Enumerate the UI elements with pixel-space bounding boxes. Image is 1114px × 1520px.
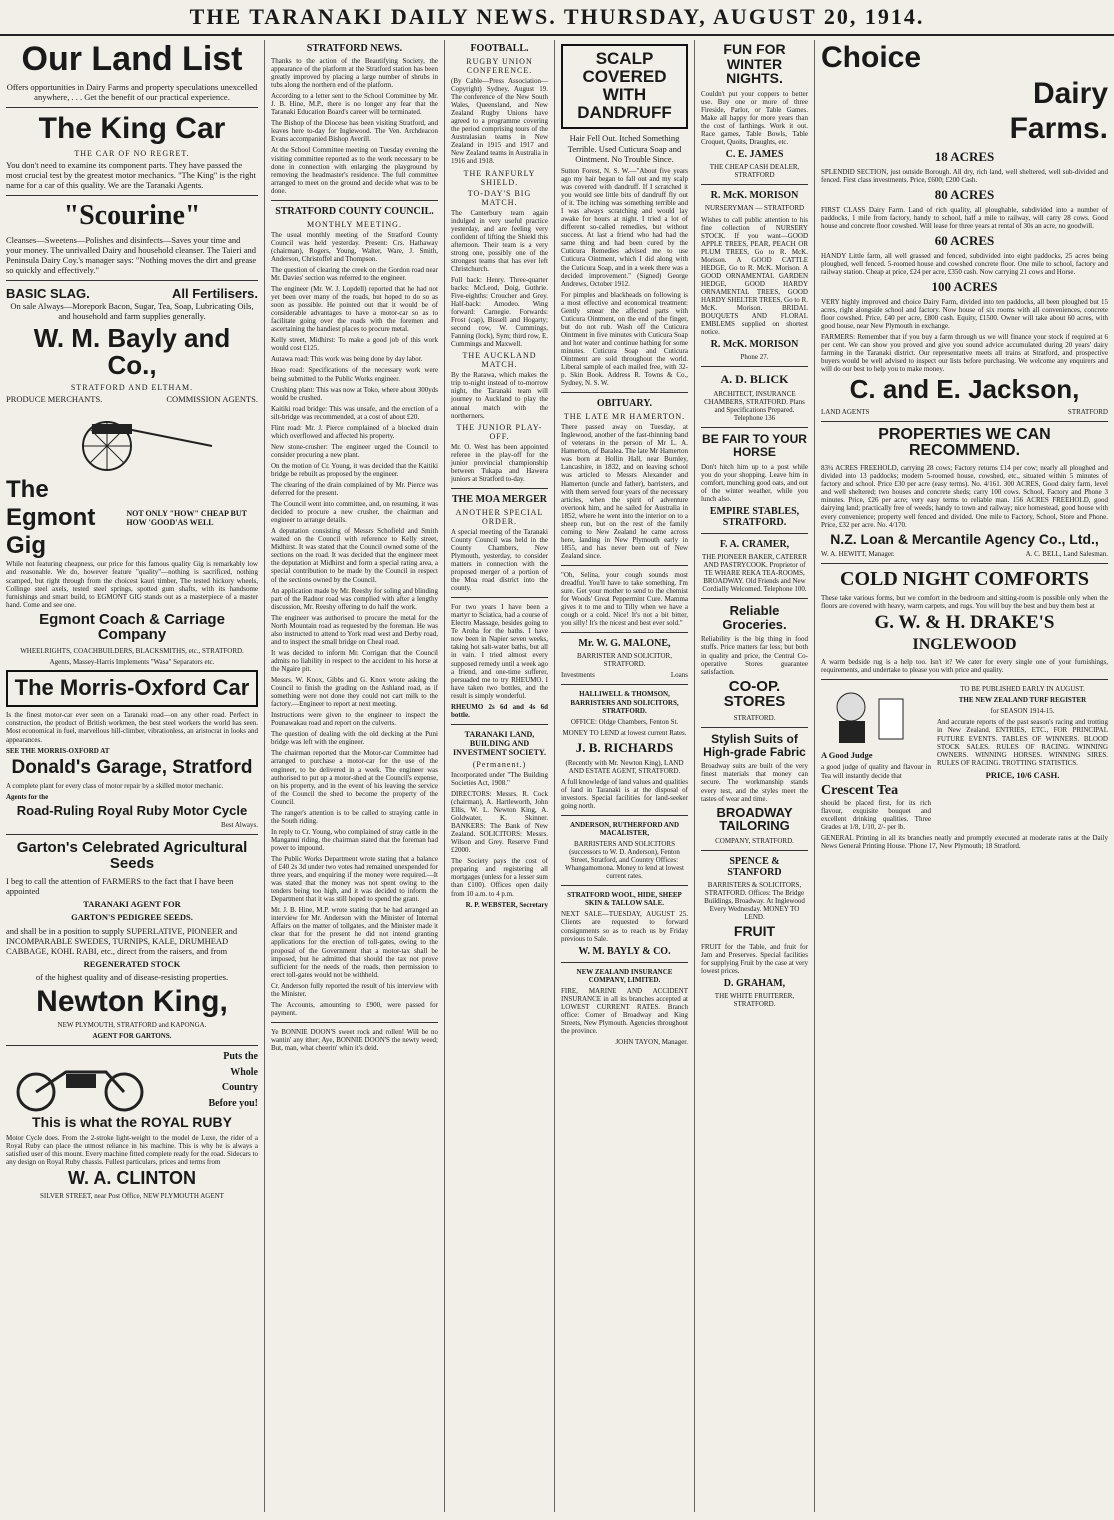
a18-text: SPLENDID SECTION, just outside Borough. All dry, rich land, well sheltered, well sub-divided and fenced. First class investments. Price, £600; £200 Cash.	[821, 167, 1108, 184]
hewitt: W. A. HEWITT, Manager.	[821, 550, 895, 559]
sport-p4: By the Rarawa, which makes the trip to-night instead of to-morrow night, the Taranaki team will journey to Auckland to play the annual match with the northerners.	[451, 371, 548, 420]
a80-text: FIRST CLASS Dairy Farm. Land of rich quality, all ploughable, subdivided into a number of paddocks, 1 mile from factory, handy to school, half a mile to railway, will carry 28 cows. Good house and concrete floor cowshed. Will lease for three years at rental of 30s an acre, no goodwill.	[821, 205, 1108, 230]
turf-ad	[937, 685, 1108, 833]
morison-heading: R. McK. MORISON	[710, 190, 799, 202]
richards-sub: (Recently with Mr. Newton King), LAND AND ESTATE AGENT, STRATFORD.	[565, 758, 684, 775]
masthead-title: THE TARANAKI DAILY NEWS. THURSDAY, AUGUST 20, 1914.	[189, 4, 925, 29]
jackson-heading: C. and E. Jackson,	[849, 374, 1080, 405]
egmont-gig-heading: The Egmont Gig	[6, 476, 96, 560]
basic-slag: BASIC SLAG.	[6, 286, 90, 302]
news-p10: Heao road: Specifications of the necessary work were being submitted to the Public Works engineer.	[271, 366, 438, 383]
egmont-coach-sub2: Agents, Massey-Harris Implements "Wasa" Separators etc.	[49, 658, 215, 667]
tayon: JOHN TAYON, Manager.	[615, 1037, 688, 1046]
stylish-text: Broadway suits are built of the very finest materials that money can secure. The workmanship stands every test, and the styles meet the tastes of wear and time.	[701, 762, 808, 803]
a60-text: HANDY Little farm, all well grassed and fenced, subdivided into eight paddocks, 25 acres being ploughed, well fenced. 5-roomed house and cowshed concrete floor. One mile to school, factory and railway station. Cheap at price, £24 per acre, £350 cash. Now carrying 21 cows and Horse.	[821, 251, 1108, 276]
news-p27: In reply to Cr. Young, who complained of stray cattle in the Manganui riding, the chairman stated that the foreman had power to impound.	[271, 827, 438, 852]
moa-heading: THE MOA MERGER	[451, 493, 547, 505]
news-p32: Ye BONNIE DOON'S sweet rock and rollen! Will be no wantin' any ither; Aye, BONNIE DOON'S the newty weed; But, man, what cheerin' whin it's deid.	[271, 1027, 438, 1052]
news-p17: The Council went into committee, and, on resuming, it was decided to procure a new crusher, the chairman and engineer to arrange details.	[271, 500, 438, 525]
ruby-heading: Road-Ruling Royal Ruby Motor Cycle	[16, 802, 248, 818]
gig-illustration	[6, 408, 258, 472]
garton-pedigree: GARTON'S PEDIGREE SEEDS.	[71, 912, 193, 923]
news-p18: A deputation consisting of Messrs Schofield and Smith waited on the Council with reference to Kelly street, Midhirst. It was stated that the Council owned some of the sections on the road. It was decided that the engineer meet the deputation at Midhirst and form a special rating area, a special contribution to be made by the Council in respect of the sections owned by the Council.	[271, 527, 438, 584]
news-p25: The chairman reported that the Motor-car Committee had arranged to purchase a motor-car for the use of the engineer, to be delivered in a week. The engineer was authorised to put up a motor-shed at the Council's expense, on his property, and in the event of his leaving the service of the Council the shed to become the property of the Council.	[271, 749, 438, 806]
column-2	[265, 40, 445, 1512]
next-sale: NEXT SALE—TUESDAY, AUGUST 25. Clients are requested to forward consignments so as to reach us by Friday previous to Sale.	[561, 910, 688, 943]
properties-text: 83¼ ACRES FREEHOLD, carrying 28 cows; Factory returns £14 per cow; nearly all ploughed and divided into 13 paddocks; modern 5-roomed house, cowshed, etc., situated within 5 minutes of factory and school. Price £30 per acre (easy terms). No. 4/161. 300 ACRES, Good dairy farm, level and well sheltered; two houses and concrete sheds; carry 100 cows. School, Factory and Phone 3 minutes. Price, £26 per acre; very easy terms to reliable man. 156 ACRES FREEHOLD, good dairying land; practically free of weeds; handy to town and railway; nice homestead, good house with every convenience; property well fenced and divided. One mile to Factory, School, Store and Phone. Price, £32 per acre. No. 4/170.	[821, 464, 1108, 529]
jackson-row	[821, 408, 1108, 416]
sport-p2: The Canterbury team again indulged in very useful practice yesterday, and are feeling very confident of lifting the Shield this afternoon. Their team is a very strong one, possibly one of the strongest teams that has ever left Christchurch.	[451, 208, 548, 273]
scourine-text: Cleanses—Sweetens—Polishes and disinfects—Saves your time and your money. The unrivalled Dairy and household cleanser. The Taieri and Peninsula Dairy Coy.'s manager says: "Nothing moves the dirt and grease so quickly and effectively."	[6, 234, 257, 276]
all-fertilisers: All Fertilisers.	[172, 286, 258, 302]
column-5	[695, 40, 815, 1512]
divider	[451, 724, 548, 725]
divider	[561, 815, 688, 816]
monthly-heading: MONTHLY MEETING.	[307, 219, 402, 229]
agent-gartons: AGENT FOR GARTONS.	[92, 1032, 172, 1041]
divider	[6, 195, 258, 196]
divider	[701, 533, 808, 534]
ranfurly-heading: THE RANFURLY SHIELD.	[463, 168, 536, 187]
motorcycle-icon	[6, 1052, 156, 1112]
clinton-heading: W. A. CLINTON	[68, 1168, 196, 1188]
divider	[701, 598, 808, 599]
divider	[561, 632, 688, 633]
masthead	[0, 0, 1114, 36]
judge-icon	[821, 685, 921, 745]
news-p9: Autawa road: This work was being done by day labor.	[271, 355, 423, 364]
sport-p6: A special meeting of the Taranaki County Council was held in the County Chambers, New Plymouth, yesterday, to consider matters in connection with the proposed merger of a portion of the Moa road district into the county.	[451, 527, 548, 593]
morris-box	[6, 670, 258, 707]
moa-sub: ANOTHER SPECIAL ORDER.	[455, 507, 544, 526]
garton-heading: Garton's Celebrated Agricultural Seeds	[16, 839, 248, 873]
news-p19: An application made by Mr. Reeshy for soling and blinding part of the Radnor road was complied with after a lengthy discussion, Mr. Reeshy offering to do half the work.	[271, 586, 438, 611]
land-list-heading: Our Land List	[21, 40, 243, 78]
clinton-address: SILVER STREET, near Post Office, NEW PLYMOUTH AGENT	[40, 1191, 224, 1200]
produce-merchants: PRODUCE MERCHANTS.	[6, 394, 103, 405]
graham-sub: THE WHITE FRUITERER, STRATFORD.	[714, 992, 795, 1009]
divider	[6, 1045, 258, 1046]
stylish-heading: Stylish Suits of High-grade Fabric	[703, 732, 806, 759]
cramer-heading: F. A. CRAMER,	[719, 538, 790, 550]
nurseryman: NURSERYMAN — STRATFORD	[704, 204, 805, 213]
news-p6: The question of clearing the creek on the Gordon road near Mr. Davies' section was referred to the engineer.	[271, 265, 438, 282]
blick-heading: A. D. BLICK	[720, 372, 789, 387]
fruit-text: FRUIT for the Table, and fruit for Jam and Preserves. Special facilities for supplying Fruit by the case at very lowest prices.	[701, 942, 808, 975]
james-sub: THE CHEAP CASH DEALER, STRATFORD	[709, 163, 800, 180]
nz-text: FIRE, MARINE AND ACCIDENT INSURANCE in all its branches accepted at LOWEST CURRENT RATES. Branch office: Corner of Broadway and King Streets, New Plymouth. Agencies throughout the province.	[561, 986, 688, 1035]
egmont-coach-heading: Egmont Coach & Carriage Company	[39, 610, 225, 644]
published: TO BE PUBLISHED EARLY IN AUGUST.	[960, 685, 1085, 694]
a100-text: VERY highly improved and choice Dairy Farm, divided into ten paddocks, all been ploughed but 15 acres, right alongside school and factory. Now house of six rooms with all conveniences, concrete floor cowshed. Price, £40 per acre, £800 cash. Equity, £1500. Owner will take about 60 acres, with good house, near New Plymouth in exchange.	[821, 297, 1108, 331]
news-p31: The Accounts, amounting to £900, were passed for payment.	[271, 1000, 438, 1017]
news-p24: The question of dealing with the old decking at the Puni bridge was left with the engineer.	[271, 730, 438, 747]
news-p2: According to a letter sent to the School Committee by Mr. J. B. Hine, M.P., there is no longer any fear that the Taranaki Education Board's career will be terminated.	[271, 92, 438, 117]
news-p20: The engineer was authorised to procure the metal for the North Mountain road as requested by the foreman. He was also instructed to attend to York road west and Derby road, and to inspect the small bridge on Cheal road.	[271, 613, 438, 646]
newton-king-heading: Newton King,	[36, 984, 228, 1018]
nz-loan-heading: N.Z. Loan & Mercantile Agency Co., Ltd.,	[830, 530, 1099, 547]
divider	[561, 565, 688, 566]
ruby-ad	[6, 1051, 258, 1113]
fruit-heading: FRUIT	[733, 923, 776, 940]
whole: Whole	[230, 1066, 258, 1078]
divider	[561, 885, 688, 886]
investments: Investments	[561, 671, 595, 680]
country: Country	[221, 1082, 258, 1094]
drake-heading: G. W. & H. DRAKE'S	[874, 612, 1055, 634]
divider	[451, 488, 548, 489]
malone-heading: Mr. W. G. MALONE,	[578, 638, 671, 650]
commission-agents: COMMISSION AGENTS.	[166, 394, 258, 405]
scalp-sub: Hair Fell Out. Itched Something Terrible. Used Cuticura Soap and Ointment. No Trouble Since.	[567, 133, 682, 164]
bayly-heading: W. M. Bayly and Co.,	[33, 322, 231, 380]
a60-heading: 60 ACRES	[934, 232, 995, 248]
news-p11: Crushing plant: This was now at Toko, where about 300yds would be crushed.	[271, 385, 438, 402]
blick-sub: ARCHITECT, INSURANCE CHAMBERS, STRATFORD. Plans and Specifications Prepared. Telephone 136	[704, 390, 805, 423]
turf-text: And accurate reports of the past season's racing and trotting in New Zealand. ENTRIES, ETC., FOR PRINCIPAL FUTURE EVENTS. TABLES OF WINNERS. BLOOD STOCK SALES. RULES OF RACING. WINNING OWNERS. WINNING HORSES. WINNING SIRES. RULES OF RACING. TROTTING STATISTICS.	[937, 718, 1108, 767]
fun-heading: FUN FOR WINTER NIGHTS.	[723, 41, 786, 87]
crescent-ad	[821, 685, 931, 833]
divider	[6, 280, 258, 281]
scalp-p2: For pimples and blackheads on following is a most effective and economical treatment: Gently smear the affected parts with Cuticura Ointment, on the end of the finger, but do not rub. Wash off the Cuticura Ointment in five minutes with Cuticura Soap and hot water and continue bathing for some minutes. Cuticura Soap and Cuticura Ointment are sold throughout the world. Liberal sample of each mailed free, with 32-p. Skin Book. Address R. Towns & Co., Sydney, N. S. W.	[561, 290, 688, 388]
king-car-text: You don't need to examine its component parts. They have passed the most crucial test by the greatest motor mechanics. "The King" is the right name for a car of this quality. We are the Taranaki Agents.	[6, 159, 256, 190]
king-car-heading: The King Car	[38, 112, 226, 146]
bayly-sub: STRATFORD AND ELTHAM.	[70, 383, 194, 393]
donalds-heading: Donald's Garage, Stratford	[11, 756, 253, 778]
richards-p5: A full knowledge of land values and qualities of land in Taranaki is at the disposal of investors. Special facilities for land-seeker going north.	[561, 777, 688, 810]
nz-turf: THE NEW ZEALAND TURF REGISTER	[958, 696, 1087, 705]
graham-heading: D. GRAHAM,	[723, 978, 786, 990]
divider	[821, 563, 1108, 564]
spence-sub: BARRISTERS & SOLICITORS, STRATFORD. Offices: The Bridge Buildings, Broadway. At Inglewood Every Wednesday. MONEY TO LEND.	[704, 880, 805, 922]
divider	[561, 392, 688, 393]
halliwell: HALLIWELL & THOMSON, BARRISTERS AND SOLICITORS, STRATFORD.	[570, 690, 679, 715]
divider	[821, 679, 1108, 680]
crescent-heading: Crescent Tea	[821, 782, 899, 798]
divider	[701, 184, 808, 185]
sport-p1: (By Cable—Press Association—Copyright) Sydney, August 19. The conference of the New South Wales, Queensland, and New Zealand Rugby Unions have agreed to a programme covering the period comprising tours of the Australasian teams in New Zealand in 1915 and 1917 and New Zealand teams in Australia in 1916 and 1918.	[451, 77, 548, 166]
cold-text: These take various forms, but we comfort in the bedroom and sitting-room is possible only when the floors are covered with heavy, warm carpets, and rugs. You will buy the best and buy them best at	[821, 594, 1108, 611]
sport-p5: Mr. O. West has been appointed referee in the play-off for the junior provincial championship between Tukapa and Hawera juniors at Stratford to-day.	[451, 442, 548, 483]
a80-heading: 80 ACRES	[934, 186, 995, 202]
permanent: (Permanent.)	[472, 759, 527, 769]
spence-heading: SPENCE & STANFORD	[727, 855, 782, 878]
news-p13: Flint road: Mr. J. Pierce complained of a blocked drain which overflowed and affected his property.	[271, 423, 438, 440]
dairy-heading: Dairy	[1032, 76, 1108, 110]
divider	[821, 421, 1108, 422]
cold-heading: COLD NIGHT COMFORTS	[840, 568, 1089, 591]
divider	[701, 427, 808, 428]
egmont-text: While not featuring cheapness, our price for this famous quality Gig is remarkably low and reasonable. We do, however feature "quality"—nothing is sacrificed, nothing scamped, but right through from the choicest kauri timber, The tested hickory wheels, Collinge steel axels, tested steel springs, spotted gum shafts, with its handsome furnishings and smart build, to EGMONT GIG stands out as a masterpiece of a master hand. Come and see one.	[6, 560, 258, 609]
sport-p8: The Society pays the cost of preparing and registering all mortgages (unless for a lesser sum than £100). Offices open daily from 10 a.m. to 4 p.m.	[451, 857, 548, 898]
inglewood-heading: INGLEWOOD	[912, 636, 1017, 654]
news-p23: Instructions were given to the engineer to inspect the Pounawakau road and report on the culverts.	[271, 711, 438, 728]
season: for SEASON 1914-15.	[990, 707, 1055, 716]
rugby-heading: RUGBY UNION CONFERENCE.	[466, 57, 533, 75]
reliable-text: Reliability is the big thing in food stuffs. Price matters far less; but both in quality and price, the Central Co-operative Stores guarantee satisfaction.	[701, 635, 808, 676]
hamerton-heading: THE LATE MR HAMERTON.	[563, 412, 686, 422]
column-6	[815, 40, 1114, 1512]
malone-sub: BARRISTER AND SOLICITOR, STRATFORD.	[577, 652, 672, 669]
scalp-box	[561, 44, 688, 129]
land-agents: LAND AGENTS	[821, 407, 870, 416]
farmers-text: FARMERS: Remember that if you buy a farm through us we will finance your stock if required at 6 per cent. We can show you proved and give you sound advice accumulated during 20 years' dairy farming in the Taranaki district. Our representative meets all trains at Stratford, and prospective buyers would be well advised to inspect our lists before purchasing. We welcome any enquirers and will do our best to help you to make money.	[821, 333, 1108, 374]
directors: DIRECTORS: Messrs. R. Cock (chairman), A. Hartleworth, John Ellis, W. L. Newton King, A. Goldwater, K. Skinner. BANKERS: The Bank of New Zealand. SOLICITORS: Messrs. Wilson and Grey. Reserve Fund £2000.	[451, 789, 548, 855]
news-p30: Cr. Anderson fully reported the result of his interview with the Minister.	[271, 981, 438, 998]
divider	[561, 962, 688, 963]
divider	[451, 597, 548, 598]
a100-heading: 100 ACRES	[931, 278, 998, 294]
anderson-sub: BARRISTERS AND SOLICITORS (successors to W. D. Anderson), Fenton Street, Stratford, and Country Offices: Whangamomona. Money to lend at lowest current rates.	[565, 840, 684, 881]
richards-heading: J. B. RICHARDS	[575, 739, 674, 755]
obituary-heading: OBITUARY.	[596, 398, 653, 410]
jackson-stratford: STRATFORD	[1067, 407, 1108, 416]
king-car-sub: THE CAR OF NO REGRET.	[74, 148, 190, 158]
choice-heading: Choice	[821, 41, 922, 74]
bayly-row	[6, 394, 258, 404]
properties-heading: PROPERTIES WE CAN RECOMMEND.	[878, 425, 1051, 460]
news-p29: Mr. J. B. Hine, M.P. wrote stating that he had arranged an interview for Mr. Anderson with the Minister of Internal Affairs on the matter of tollgates, and the Minister made it clear that for the present he did not intend granting applications for the erection of toll-gates, owing to the proposal of the Government that a motor-tax shall be imposed, but he admitted that should the tax not prove sufficient for the needs of the roads, then permission to erect toll-gates would not be withheld.	[271, 906, 438, 979]
donalds-text: A complete plant for every class of motor repair by a skilled motor mechanic.	[6, 781, 224, 790]
halliwell-office: OFFICE: Oldge Chambers, Fenton St.	[570, 717, 679, 726]
egmont-coach-sub: WHEELRIGHTS, COACHBUILDERS, BLACKSMITHS, etc., STRATFORD.	[20, 647, 244, 656]
news-p28: The Public Works Department wrote stating that a balance of £40 2s 3d under two votes had remained unexpended for three years, and enquiring if the money were required.—It was stated that the money was not spent owing to the tenders being too high, and it was decided to inform the Department that it was still hoped to spend the grant.	[271, 854, 438, 904]
hide-sale: STRATFORD WOOL, HIDE, SHEEP SKIN & TALLOW SALE.	[567, 891, 682, 908]
farms-heading: Farms.	[1009, 112, 1108, 145]
divider	[6, 834, 258, 835]
be-fair-heading: BE FAIR TO YOUR HORSE	[702, 432, 807, 460]
news-p5: The usual monthly meeting of the Stratford County Council was held yesterday. Present: Crs. Hathaway (chairman), Rogers, Young, Walter, Ware, J. Smith, Anderson, Christoffel and Thompson.	[271, 230, 438, 263]
crescent-text: should be placed first, for its rich flavour, exquisite bouquet and excellent drinking qualities. Three Grades at 1/8, 1/10, 2/- per lb.	[821, 798, 931, 831]
news-p16: The clearing of the drain complained of by Mr. Pierce was deferred for the present.	[271, 481, 438, 498]
morris-heading: The Morris-Oxford Car	[14, 675, 250, 701]
broadway-sub: COMPANY, STRATFORD.	[715, 836, 794, 845]
slag-row	[6, 286, 258, 301]
news-p4: At the School Committee meeting on Tuesday evening the visiting committee reported as to the work necessary to be done in connection with enlarging the playground by removing the headmaster's residence. The full committee arranged to meet on the ground and decide what was to be done.	[271, 146, 438, 195]
news-p15: On the motion of Cr. Young, it was decided that the Kaitiki bridge be rebuilt as proposed by the engineer.	[271, 461, 438, 478]
divider	[701, 727, 808, 728]
auckland-heading: THE AUCKLAND MATCH.	[462, 351, 537, 370]
morris-text: Is the finest motor-car ever seen on a Taranaki road—on any other road. Perfect in construction, the product of British workmen, the best steel workers the world has seen. Most economical in fuel, marvellous hill-climber, vibrationless, an aristocrat in looks and appearances.	[6, 711, 258, 744]
morris-see: SEE THE MORRIS-OXFORD AT	[6, 746, 110, 755]
rheumo: RHEUMO 2s 6d and 4s 6d bottle.	[451, 702, 548, 719]
news-p1: Thanks to the action of the Beautifying Society, the appearance of the platform at the Stratford station has been greatly improved by placing a large number of shrubs in tubs along the northern end of the platform.	[271, 57, 438, 90]
news-p14: New stone-crusher: The engineer urged the Council to consider procuring a new plant.	[271, 442, 438, 459]
turf-price: PRICE, 10/6 CASH.	[985, 769, 1060, 780]
fun-text: Couldn't put your coppers to better use. Buy one or more of three Fireside, Parlor, or Table Games. Make all happy for more years than the cost of farthings. Work it out. Race games, Table Bowls, Table Croquet, Quoits, Draughts, etc.	[701, 90, 808, 147]
malone-row	[561, 671, 688, 679]
news-p8: Kelly street, Midhirst: To make a good job of this work would cost £125.	[271, 336, 438, 353]
james-heading: C. E. JAMES	[725, 149, 784, 161]
garton-text: I beg to call the attention of FARMERS to the fact that I have been appointed	[6, 875, 234, 897]
divider	[271, 200, 438, 201]
general-printing: GENERAL Printing in all its branches neatly and promptly executed at moderate rates at the Daily News General Printing House. 'Phone 17, New Plymouth; 18 Stratford.	[821, 833, 1108, 850]
column-4	[555, 40, 695, 1512]
ruby-text: Motor Cycle does. From the 2-stroke light-weight to the model de Luxe, the rider of a Royal Ruby can place the utmost reliance in his machine. This is why he is always a satisfied user of this mount. Every machine fitted complete ready for the road. Sidecars to any design on Royal Ruby chassis. Fullest particulars, prices and terms from	[6, 1133, 258, 1166]
news-p7: The engineer (Mr. W. J. Lopdell) reported that he had not yet been over many of the roads, but hoped to do so as soon as possible. He pointed out that it would be of considerable advantages to have a motor-car so as to facilitate going over the roads with the foremen and ascertaining the handiest places to procure metal.	[271, 285, 438, 334]
egmont-gig-row	[6, 476, 258, 560]
lower-ads	[821, 685, 1108, 833]
money-lend: MONEY TO LEND at lowest current Rates.	[562, 728, 687, 737]
a18-heading: 18 ACRES	[934, 148, 995, 164]
reliable-heading: Reliable Groceries.	[722, 603, 787, 632]
coop-sub: STRATFORD.	[733, 714, 776, 723]
county-heading: STRATFORD COUNTY COUNCIL.	[275, 205, 434, 217]
scalp-p1: Sutton Forest, N. S. W.—"About five years ago my hair began to fall out and my scalp was covered with dandruff. If I scratched it you would see little bits of dandruff fly out of it. The itching was something terrible and I was always scratching and would lay awake for hours at night. I tried a lot of different so-called remedies, but without success. At last a friend who had had the same thing and had been cured by the Cuticura Remedies advised me to use Cuticura Ointment, which I did along with the Cuticura Soap, and in a week there was a decided improvement." (Signed) George Andrews, October 1912.	[561, 166, 688, 288]
news-p3: The Bishop of the Diocese has been visiting Stratford, and leaves here to-day for Inglewood. The Ven. Archdeacon Evans accompanied Bishop Averill.	[271, 119, 438, 144]
phone: Phone 27.	[740, 353, 769, 362]
gig-icon	[47, 408, 217, 472]
news-p26: The ranger's attention is to be called to straying cattle in the South riding.	[271, 808, 438, 825]
sport-p3: Full back: Henry. Three-quarter backs: McLeod, Doig, Guthrie. Five-eighths: Croucher and Grey. Half-back: Amodeo. Wing forward: Carnegie. Forwards: Frost (cap), Bissell and Hogarty; second row, W. Cummings, Fanning (lock), Sym; third row, E. Cummings and Maxwell.	[451, 275, 548, 349]
bayly2-heading: W. M. BAYLY & CO.	[578, 945, 671, 957]
be-fair-text: Don't hitch him up to a post while you do your shopping. Leave him in comfort, munching good oats, and out of the winter weather, while you lunch also.	[701, 462, 808, 503]
column-3	[445, 40, 555, 1512]
sport-p7: For two years I have been a martyr to Sciatica, had a course of Electro Massage, besides going to Te Aroha for the baths. I have now been in Napier seven weeks, taking hot salt-water baths, but all in vain. I tried almost every supposed remedy until a week ago a friend, and one-time sufferer, persuaded me to try RHEUMO. I have taken two bottles, and the result is simply wonderful.	[451, 603, 548, 700]
news-p12: Kaitiki road bridge: This was unsafe, and the erection of a silt-bridge was recommended, at a cost of about £20.	[271, 404, 438, 421]
taranaki-agent: TARANAKI AGENT FOR	[83, 899, 181, 910]
good-judge: A Good Judge	[821, 750, 873, 761]
junior-heading: THE JUNIOR PLAY-OFF.	[456, 422, 543, 441]
divider	[701, 850, 808, 851]
empire-heading: EMPIRE STABLES, STRATFORD.	[709, 505, 800, 528]
garton-text2: and shall be in a position to supply SUPERLATIVE, PIONEER and INCOMPARABLE SWEDES, TURNIPS, KALE, DRUMHEAD CABBAGE, KOHL RABI, etc., direct from the raisers, and from	[6, 925, 238, 956]
nz-loan-row	[821, 550, 1108, 558]
newton-sub: NEW PLYMOUTH, STRATFORD and KAPONGA.	[57, 1021, 207, 1030]
taranaki-land-heading: TARANAKI LAND, BUILDING AND INVESTMENT SOCIETY.	[453, 729, 546, 757]
good-judge-text: a good judge of quality and flavour in Tea will instantly decide that	[821, 763, 931, 780]
webster: R. P. WEBSTER, Secretary	[465, 900, 548, 909]
warm-text: A warm bedside rug is a help too. Isn't it? We cater for every single one of your furnishings, requirements, and undertake to please you with price and quality.	[821, 658, 1108, 675]
loans: Loans	[670, 671, 688, 680]
woods-p4: "Oh, Selina, your cough sounds most dreadful. You'll have to take something. I'm sure. Get your mother to send to the chemist for Woods' Great Peppermint Cure. Mamma gives it to me and to Tilly when we have a cough or a cold. Nice! It's not a bit bitter, you silly! It's the nicest and best ever sold."	[561, 571, 688, 628]
land-list-text: Offers opportunities in Dairy Farms and property speculations unexcelled anywhere, . . . Get the benefit of our practical experience.	[6, 81, 258, 102]
news-p22: Messrs. W. Knox, Gibbs and G. Knox wrote asking the Council to finish the grading on the Ashland road, as if something were not done they could not cart milk to the factory.—Engineer to report at next meeting.	[271, 676, 438, 709]
morison-text: Wishes to call public attention to his fine collection of NURSERY STOCK. If you want—GOOD APPLE TREES, PEAR, PEACH OR PLUM TREES, Go to R. McK. Morison. A GOOD CATTLE HEDGE, Go to R. McK. Morison. A GOOD ORNAMENTAL GARDEN HEDGE, GOOD HARDY ORNAMENTAL TREES, GOOD HARDY SHELTER TREES, Go to R. McK. Morison. BRIDAL BOUQUETS AND FLORAL EMBLEMS supplied on shortest notice.	[701, 215, 808, 337]
puts-the: Puts the	[223, 1051, 258, 1063]
divider	[271, 1022, 438, 1023]
divider	[561, 684, 688, 685]
column-1	[0, 40, 265, 1512]
stratford-news-heading: STRATFORD NEWS.	[306, 43, 403, 54]
morison2-heading: R. McK. MORISON	[710, 339, 799, 351]
agents-for: Agents for the	[6, 792, 49, 801]
divider	[6, 107, 258, 108]
scalp-heading: SCALP COVERED WITH DANDRUFF	[577, 49, 672, 122]
coop-heading: CO-OP. STORES	[723, 677, 786, 711]
egmont-gig-side: NOT ONLY "HOW" CHEAP BUT HOW 'GOOD'AS WELL	[126, 509, 247, 528]
before-you: Before you!	[208, 1097, 258, 1109]
scourine-heading: "Scourine"	[63, 200, 201, 232]
divider	[701, 366, 808, 367]
anderson: ANDERSON, RUTHERFORD AND MACALISTER,	[569, 820, 680, 838]
obit-p3: There passed away on Tuesday, at Inglewood, another of the fast-thinning band of veterans in the person of Mr L. A. Hamerton, of Baralea. The late Mr Hamerton was born at Hollin Hall, near Burnley, Lancashire, in 1832, and on leaving school was articled to Messrs Alexander and Hamerton (uncle and father), barristers, and with them served four years of the necessary articles, when the spirit of adventure overtook him, and he sailed for Australia in 1852, where he went into the interior on to a sheep run, but on the rest of the family coming to New Zealand he came across here, landing in New Plymouth early in 1855, and has never been out of New Zealand since.	[561, 423, 688, 560]
cramer-sub: THE PIONEER BAKER, CATERER AND PASTRYCOOK. Proprietor of TE WHARE REKA TEA-ROOMS, BROADWAY. Old Friends and New Cordially Welcomed. Telephone 100.	[702, 552, 807, 594]
this-is-heading: This is what the ROYAL RUBY	[32, 1114, 232, 1131]
broadway-heading: BROADWAY TAILORING	[716, 804, 793, 834]
incorporated: Incorporated under "The Building Societies Act, 1908."	[451, 770, 548, 787]
football-heading: FOOTBALL.	[470, 43, 529, 54]
regenerated-stock: REGENERATED STOCK	[83, 959, 181, 970]
news-p21: It was decided to inform Mr. Corrigan that the Council admits no liability in respect to the accident to his horse at the Ngaire pit.	[271, 648, 438, 673]
todays-heading: TO-DAY'S BIG MATCH.	[467, 188, 532, 207]
highest-quality: of the highest quality and of disease-resisting properties.	[35, 972, 229, 983]
sale-text: On sale Always—Morepork Bacon, Sugar, Tea, Soap, Lubricating Oils, and household and farm supplies generally.	[10, 301, 254, 322]
nz-insurance: NEW ZEALAND INSURANCE COMPANY, LIMITED.	[576, 967, 673, 984]
bell: A. C. BELL, Land Salesman.	[1025, 550, 1108, 559]
best-always: Best Always.	[221, 821, 258, 830]
